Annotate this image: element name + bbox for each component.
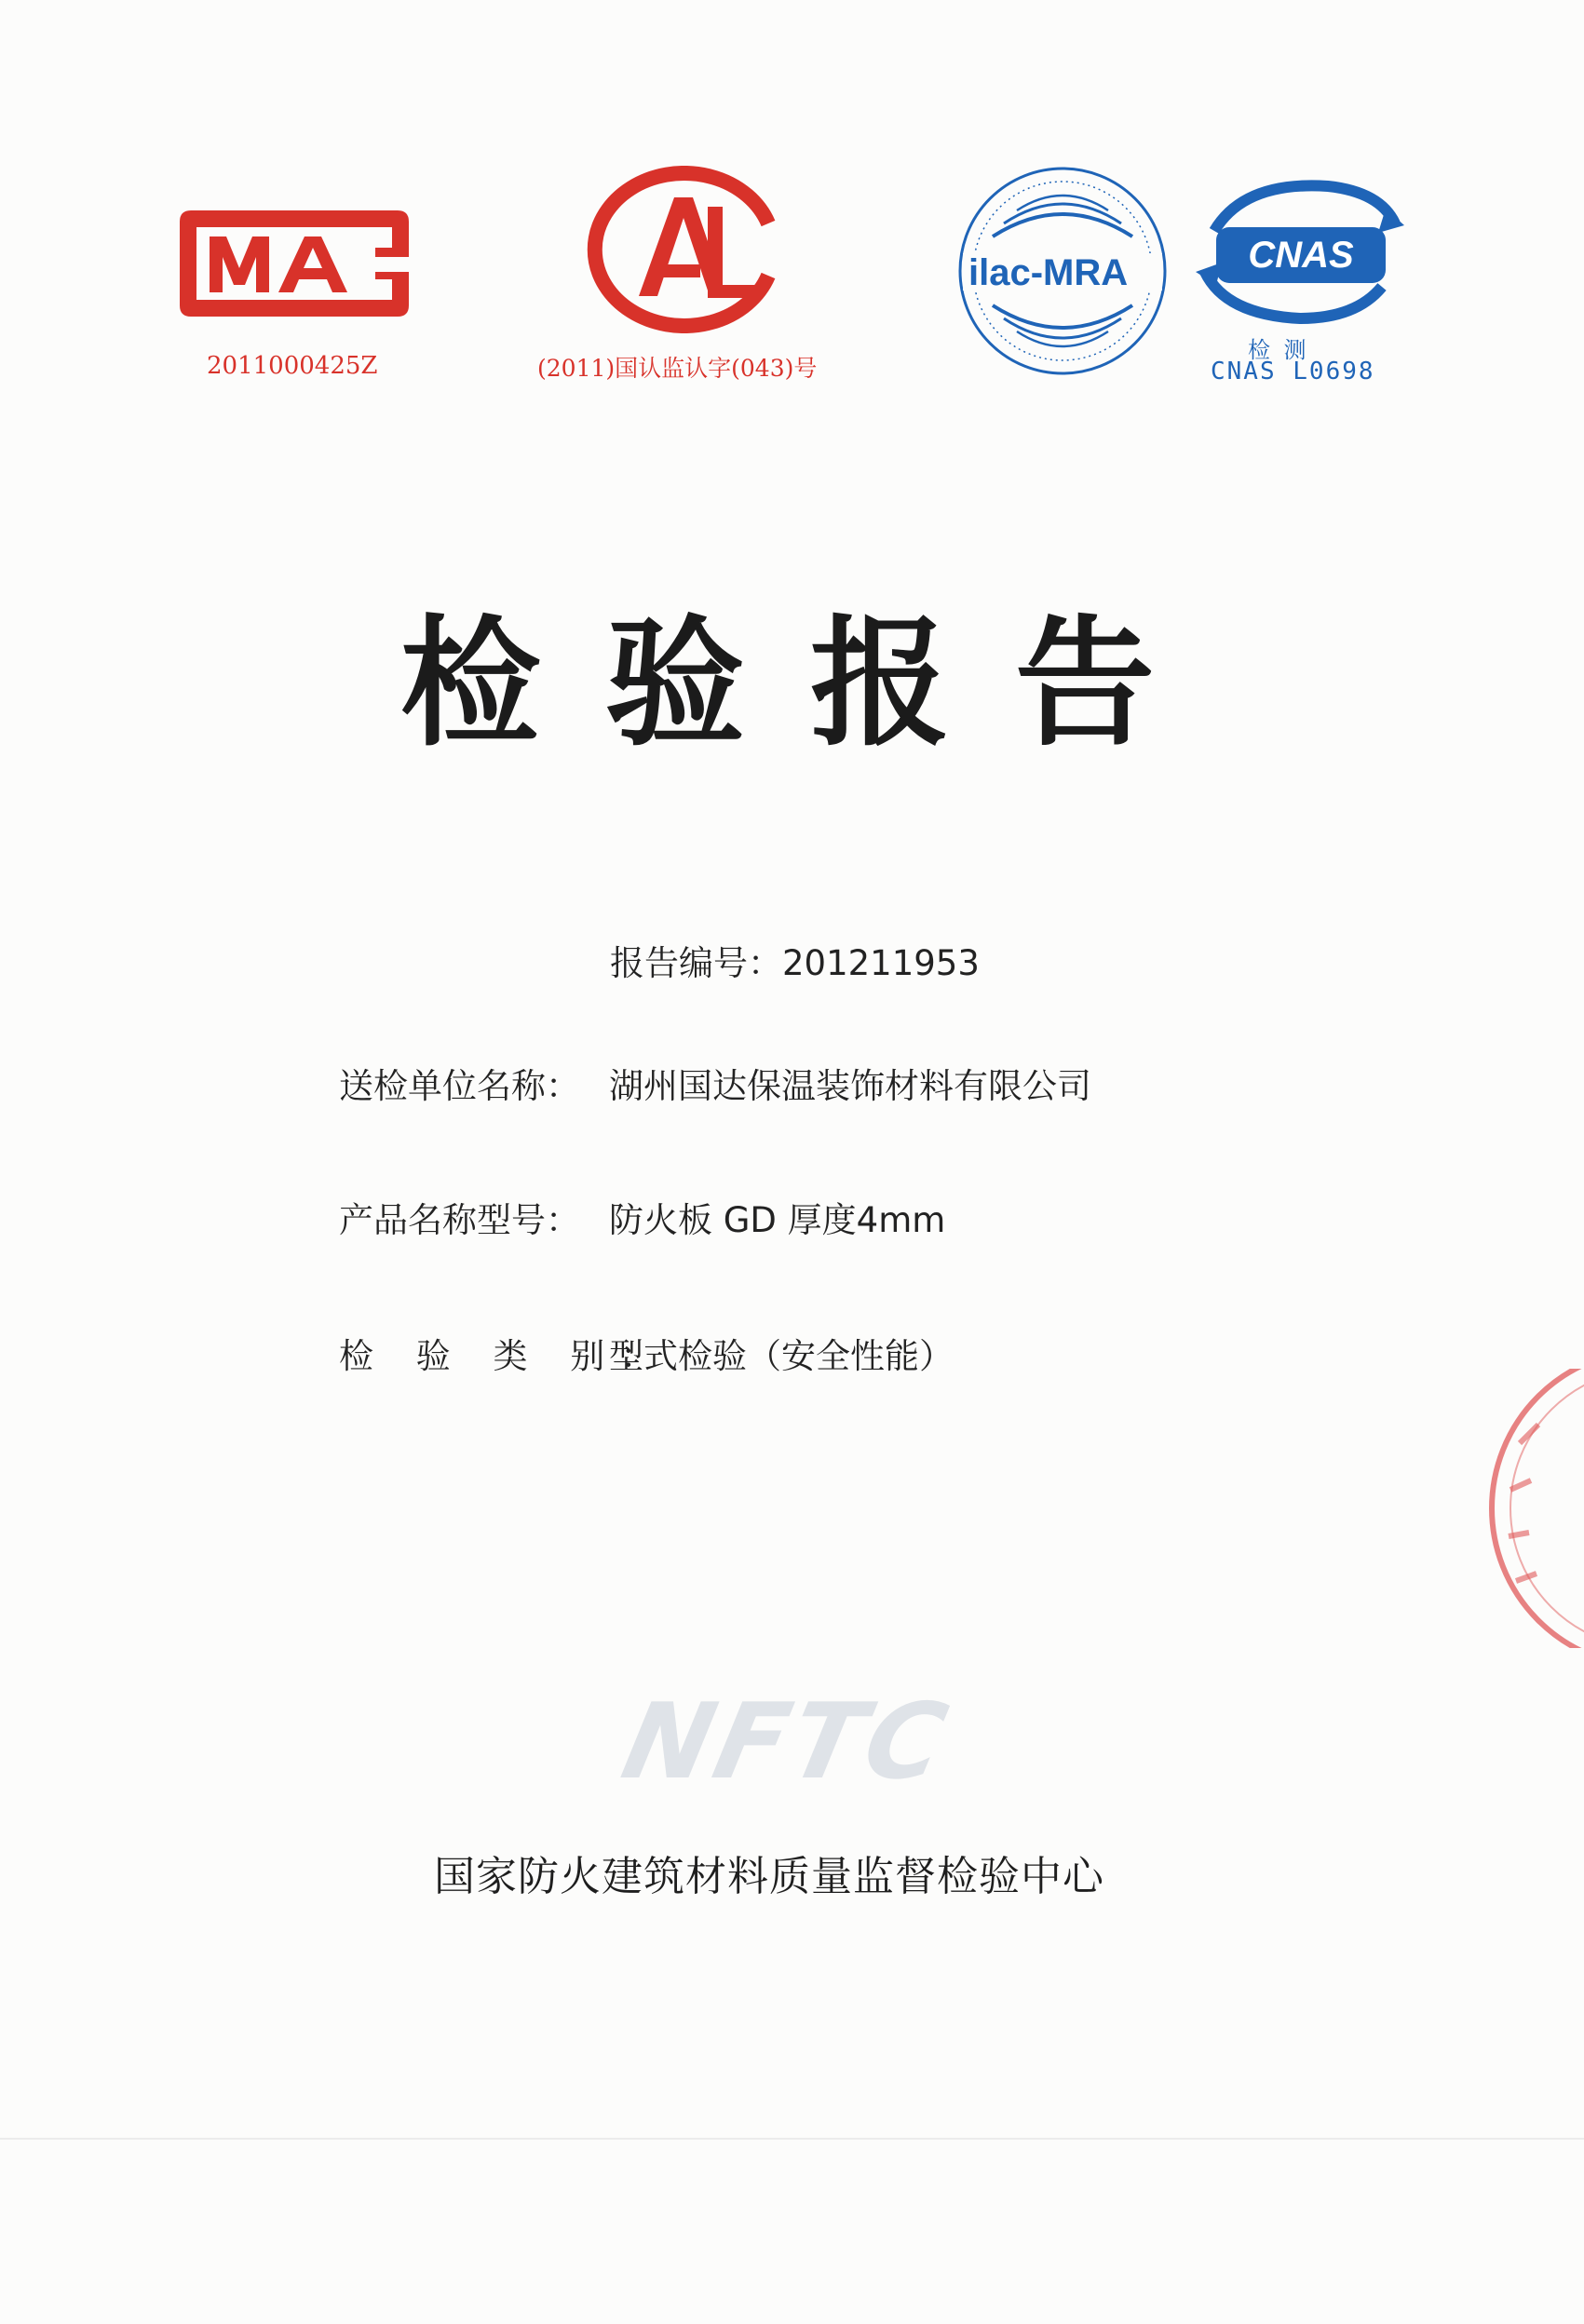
page-title: 检验报告 bbox=[400, 603, 1221, 765]
cal-mark-icon bbox=[577, 166, 786, 333]
field-submitter bbox=[339, 1066, 1091, 1106]
product-value: 防火板 GD 厚度4mm bbox=[609, 1200, 946, 1240]
field-inspection-type bbox=[339, 1336, 954, 1376]
page-bottom-divider bbox=[0, 2138, 1584, 2140]
cma-logo bbox=[172, 203, 416, 324]
ilac-mra-mark-icon bbox=[955, 164, 1170, 378]
field-product bbox=[339, 1200, 946, 1240]
red-official-seal-icon bbox=[1482, 1369, 1584, 1652]
inspection-type-value: 型式检验（安全性能） bbox=[609, 1336, 954, 1376]
cma-code: 2011000425Z bbox=[207, 352, 378, 380]
ilac-mra-text: ilac-MRA bbox=[968, 252, 1129, 293]
report-number-value: 201211953 bbox=[782, 943, 980, 983]
report-number-label: 报告编号： bbox=[610, 943, 782, 983]
cnas-mark-text: CNAS bbox=[1248, 235, 1354, 276]
cnas-accreditation-number: CNAS L0698 bbox=[1211, 358, 1375, 385]
cal-logo bbox=[577, 166, 786, 333]
nftc-watermark: NFTC bbox=[613, 1682, 960, 1803]
submitter-value: 湖州国达保温装饰材料有限公司 bbox=[609, 1066, 1091, 1106]
cal-code: (2011)国认监认字(043)号 bbox=[537, 355, 818, 382]
ilac-mra-logo bbox=[955, 164, 1170, 378]
issuer-organization: 国家防火建筑材料质量监督检验中心 bbox=[434, 1853, 1104, 1900]
cnas-mark-icon bbox=[1188, 175, 1404, 331]
submitter-label: 送检单位名称： bbox=[339, 1066, 580, 1106]
inspection-type-label: 检 验 类 别： bbox=[339, 1336, 671, 1376]
cnas-logo bbox=[1188, 175, 1404, 331]
product-label: 产品名称型号： bbox=[339, 1200, 580, 1240]
report-number bbox=[610, 935, 980, 985]
cma-mark-icon bbox=[172, 203, 416, 324]
cnas-sub1: 检 测 bbox=[1248, 337, 1306, 363]
